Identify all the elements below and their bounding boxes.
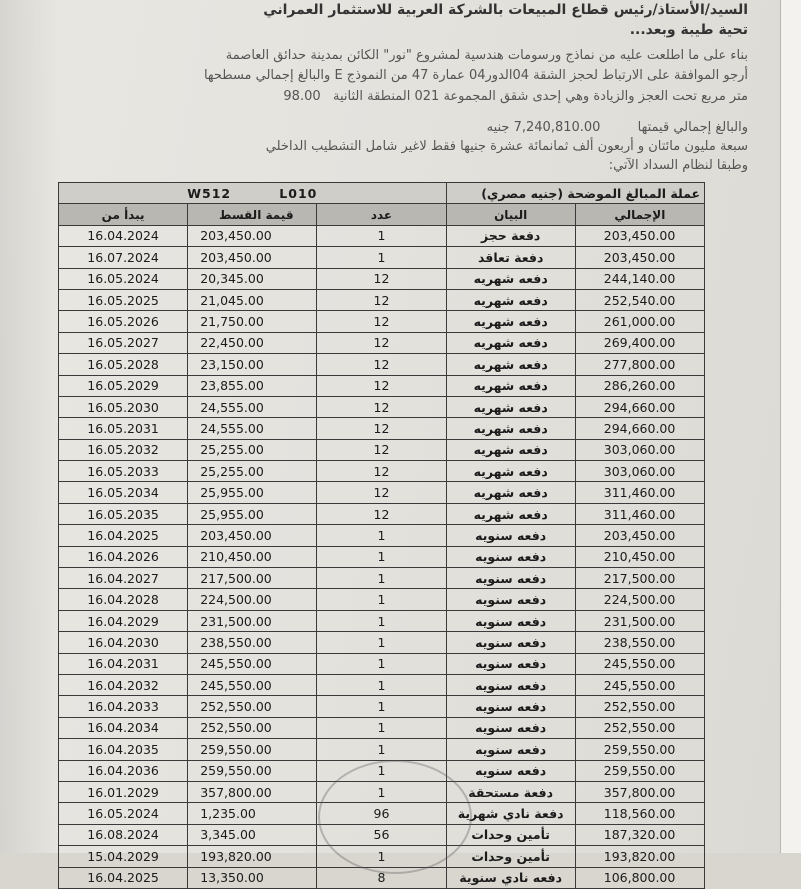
letter-line-1: بناء على ما اطلعت عليه من نماذج ورسومات هندسية لمشروع "نور" الكائن بمدينة حدائق العاصمة xyxy=(225,48,748,63)
row-total: 294,660.00 xyxy=(575,396,704,417)
row-count: 1 xyxy=(317,589,446,610)
row-start-date: 16.04.2027 xyxy=(59,568,188,589)
row-start-date: 16.05.2026 xyxy=(59,311,188,332)
row-start-date: 16.05.2031 xyxy=(59,418,188,439)
total-price-value: 7,240,810.00 xyxy=(513,120,601,135)
row-installment: 25,955.00 xyxy=(188,503,317,524)
table-row xyxy=(59,247,705,268)
row-start-date: 16.04.2034 xyxy=(59,717,188,738)
row-count: 1 xyxy=(317,846,446,867)
row-installment: 23,150.00 xyxy=(188,354,317,375)
row-total: 252,540.00 xyxy=(575,289,704,310)
total-label: والبالغ إجمالي قيمتها xyxy=(637,120,748,135)
row-description: دفعه شهريه xyxy=(446,268,575,289)
row-installment: 21,045.00 xyxy=(188,289,317,310)
row-start-date: 16.04.2024 xyxy=(59,225,188,246)
row-total: 277,800.00 xyxy=(575,354,704,375)
unit-code-1: W512 xyxy=(187,185,232,201)
row-total: 259,550.00 xyxy=(575,760,704,781)
row-count: 12 xyxy=(317,482,446,503)
row-total: 238,550.00 xyxy=(575,632,704,653)
table-row xyxy=(59,482,705,503)
row-installment: 3,345.00 xyxy=(188,824,317,845)
row-total: 303,060.00 xyxy=(575,461,704,482)
payment-system-intro: وطبقا لنظام السداد الآتي: xyxy=(608,158,748,173)
area-value: 98.00 xyxy=(283,89,321,104)
row-count: 12 xyxy=(317,439,446,460)
row-count: 12 xyxy=(317,418,446,439)
row-total: 252,550.00 xyxy=(575,696,704,717)
row-start-date: 16.04.2031 xyxy=(59,653,188,674)
table-row xyxy=(59,332,705,353)
row-description: دفعه سنويه xyxy=(446,717,575,738)
row-installment: 210,450.00 xyxy=(188,546,317,567)
table-row xyxy=(59,610,705,631)
row-description: دفعه سنويه xyxy=(446,568,575,589)
unit-codes xyxy=(59,183,447,204)
row-total: 252,550.00 xyxy=(575,717,704,738)
row-count: 1 xyxy=(317,525,446,546)
row-installment: 24,555.00 xyxy=(188,418,317,439)
row-start-date: 16.08.2024 xyxy=(59,824,188,845)
table-row xyxy=(59,546,705,567)
row-start-date: 16.04.2029 xyxy=(59,610,188,631)
row-description: دفعه شهريه xyxy=(446,332,575,353)
row-start-date: 15.04.2029 xyxy=(59,846,188,867)
row-total: 203,450.00 xyxy=(575,525,704,546)
header-total: الإجمالي xyxy=(575,204,704,225)
row-description: دفعه سنويه xyxy=(446,739,575,760)
row-description: دفعه سنويه xyxy=(446,696,575,717)
row-description: دفعه شهريه xyxy=(446,503,575,524)
table-row xyxy=(59,268,705,289)
row-count: 1 xyxy=(317,632,446,653)
row-start-date: 16.05.2024 xyxy=(59,803,188,824)
header-start-date: يبدأ من xyxy=(59,204,188,225)
payment-schedule xyxy=(58,182,705,889)
row-installment: 203,450.00 xyxy=(188,247,317,268)
row-count: 12 xyxy=(317,332,446,353)
row-total: 231,500.00 xyxy=(575,610,704,631)
row-description: دفعه شهريه xyxy=(446,396,575,417)
row-installment: 13,350.00 xyxy=(188,867,317,888)
row-description: دفعه نادي سنوية xyxy=(446,867,575,888)
row-installment: 25,255.00 xyxy=(188,439,317,460)
row-start-date: 16.04.2032 xyxy=(59,674,188,695)
row-total: 357,800.00 xyxy=(575,781,704,802)
row-installment: 252,550.00 xyxy=(188,696,317,717)
table-row xyxy=(59,739,705,760)
row-installment: 224,500.00 xyxy=(188,589,317,610)
row-count: 1 xyxy=(317,760,446,781)
row-count: 1 xyxy=(317,546,446,567)
row-total: 203,450.00 xyxy=(575,247,704,268)
row-description: دفعه سنويه xyxy=(446,546,575,567)
row-installment: 203,450.00 xyxy=(188,225,317,246)
row-description: دفعه سنويه xyxy=(446,589,575,610)
table-row xyxy=(59,439,705,460)
row-start-date: 16.05.2025 xyxy=(59,289,188,310)
table-row xyxy=(59,760,705,781)
row-start-date: 16.04.2036 xyxy=(59,760,188,781)
row-description: دفعه شهريه xyxy=(446,311,575,332)
row-count: 12 xyxy=(317,396,446,417)
schedule-table xyxy=(58,182,705,889)
table-row xyxy=(59,589,705,610)
table-row xyxy=(59,289,705,310)
row-description: دفعه سنويه xyxy=(446,632,575,653)
row-start-date: 16.04.2025 xyxy=(59,525,188,546)
row-installment: 357,800.00 xyxy=(188,781,317,802)
row-count: 12 xyxy=(317,354,446,375)
table-row xyxy=(59,674,705,695)
row-total: 311,460.00 xyxy=(575,503,704,524)
row-description: دفعة تعاقد xyxy=(446,247,575,268)
row-description: دفعة نادي شهرية xyxy=(446,803,575,824)
table-row xyxy=(59,568,705,589)
row-total: 303,060.00 xyxy=(575,439,704,460)
row-installment: 21,750.00 xyxy=(188,311,317,332)
row-description: دفعه شهريه xyxy=(446,461,575,482)
row-total: 245,550.00 xyxy=(575,674,704,695)
row-start-date: 16.05.2034 xyxy=(59,482,188,503)
row-start-date: 16.05.2032 xyxy=(59,439,188,460)
row-installment: 25,255.00 xyxy=(188,461,317,482)
letter-line-2: أرجو الموافقة على الارتباط لحجز الشقة 04الدور04 عمارة 47 من النموذج E والبالغ إجمالي مسطحها xyxy=(203,68,748,83)
row-start-date: 16.05.2033 xyxy=(59,461,188,482)
letter-line-3 xyxy=(283,89,748,104)
row-total: 106,800.00 xyxy=(575,867,704,888)
row-total: 259,550.00 xyxy=(575,739,704,760)
row-start-date: 16.05.2028 xyxy=(59,354,188,375)
row-description: تأمين وحدات xyxy=(446,824,575,845)
currency-note: عملة المبالغ الموضحة (جنيه مصري) xyxy=(446,183,704,204)
row-start-date: 16.05.2029 xyxy=(59,375,188,396)
row-count: 1 xyxy=(317,717,446,738)
row-installment: 25,955.00 xyxy=(188,482,317,503)
table-row xyxy=(59,418,705,439)
table-row xyxy=(59,311,705,332)
table-row xyxy=(59,525,705,546)
row-count: 56 xyxy=(317,824,446,845)
table-row xyxy=(59,717,705,738)
row-installment: 238,550.00 xyxy=(188,632,317,653)
row-total: 118,560.00 xyxy=(575,803,704,824)
row-count: 12 xyxy=(317,503,446,524)
row-installment: 259,550.00 xyxy=(188,739,317,760)
row-description: دفعه شهريه xyxy=(446,482,575,503)
row-total: 210,450.00 xyxy=(575,546,704,567)
row-count: 12 xyxy=(317,311,446,332)
table-row xyxy=(59,396,705,417)
row-start-date: 16.05.2024 xyxy=(59,268,188,289)
table-row xyxy=(59,375,705,396)
table-title-row xyxy=(59,183,705,204)
row-description: تأمين وحدات xyxy=(446,846,575,867)
row-count: 12 xyxy=(317,461,446,482)
schedule-rows xyxy=(59,225,705,888)
row-count: 96 xyxy=(317,803,446,824)
row-total: 294,660.00 xyxy=(575,418,704,439)
row-total: 245,550.00 xyxy=(575,653,704,674)
row-installment: 217,500.00 xyxy=(188,568,317,589)
total-in-words: سبعة مليون مائتان و أربعون ألف ثمانمائة عشرة جنيها فقط لاغير شامل التشطيب الداخلي xyxy=(265,139,748,154)
row-total: 269,400.00 xyxy=(575,332,704,353)
row-count: 1 xyxy=(317,225,446,246)
row-description: دفعه سنويه xyxy=(446,610,575,631)
row-count: 1 xyxy=(317,568,446,589)
row-start-date: 16.05.2027 xyxy=(59,332,188,353)
row-count: 1 xyxy=(317,610,446,631)
table-row xyxy=(59,803,705,824)
row-start-date: 16.05.2030 xyxy=(59,396,188,417)
total-currency: جنيه xyxy=(486,120,510,135)
row-total: 244,140.00 xyxy=(575,268,704,289)
row-start-date: 16.01.2029 xyxy=(59,781,188,802)
area-text: متر مربع تحت العجز والزيادة وهي إحدى شقق المجموعة 021 المنطقة الثانية xyxy=(333,89,748,104)
row-start-date: 16.04.2025 xyxy=(59,867,188,888)
row-installment: 1,235.00 xyxy=(188,803,317,824)
total-price-line xyxy=(487,120,748,135)
row-count: 1 xyxy=(317,739,446,760)
table-row xyxy=(59,781,705,802)
row-installment: 22,450.00 xyxy=(188,332,317,353)
row-description: دفعه سنويه xyxy=(446,653,575,674)
row-total: 311,460.00 xyxy=(575,482,704,503)
row-count: 12 xyxy=(317,268,446,289)
row-total: 217,500.00 xyxy=(575,568,704,589)
table-header-row xyxy=(59,204,705,225)
row-start-date: 16.07.2024 xyxy=(59,247,188,268)
table-row xyxy=(59,632,705,653)
row-total: 193,820.00 xyxy=(575,846,704,867)
row-installment: 231,500.00 xyxy=(188,610,317,631)
row-description: دفعه شهريه xyxy=(446,375,575,396)
row-total: 187,320.00 xyxy=(575,824,704,845)
row-start-date: 16.05.2035 xyxy=(59,503,188,524)
row-count: 8 xyxy=(317,867,446,888)
row-total: 261,000.00 xyxy=(575,311,704,332)
table-row xyxy=(59,354,705,375)
table-row xyxy=(59,461,705,482)
table-row xyxy=(59,225,705,246)
row-description: دفعه سنويه xyxy=(446,760,575,781)
row-description: دفعه سنويه xyxy=(446,525,575,546)
table-row xyxy=(59,824,705,845)
row-installment: 252,550.00 xyxy=(188,717,317,738)
letter-greeting: تحية طيبة وبعد... xyxy=(629,22,748,38)
table-row xyxy=(59,503,705,524)
row-installment: 203,450.00 xyxy=(188,525,317,546)
table-row xyxy=(59,867,705,888)
row-count: 1 xyxy=(317,653,446,674)
row-start-date: 16.04.2030 xyxy=(59,632,188,653)
row-start-date: 16.04.2033 xyxy=(59,696,188,717)
row-count: 1 xyxy=(317,781,446,802)
row-description: دفعة حجز xyxy=(446,225,575,246)
row-count: 1 xyxy=(317,247,446,268)
row-count: 1 xyxy=(317,674,446,695)
header-description: البيان xyxy=(446,204,575,225)
row-description: دفعه شهريه xyxy=(446,289,575,310)
page-edge xyxy=(780,0,801,853)
row-count: 12 xyxy=(317,375,446,396)
row-installment: 20,345.00 xyxy=(188,268,317,289)
row-start-date: 16.04.2028 xyxy=(59,589,188,610)
table-row xyxy=(59,653,705,674)
row-start-date: 16.04.2035 xyxy=(59,739,188,760)
row-start-date: 16.04.2026 xyxy=(59,546,188,567)
row-description: دفعه شهريه xyxy=(446,439,575,460)
row-count: 12 xyxy=(317,289,446,310)
table-row xyxy=(59,696,705,717)
header-count: عدد xyxy=(317,204,446,225)
row-total: 286,260.00 xyxy=(575,375,704,396)
letter-addressee: السيد/الأستاذ/رئيس قطاع المبيعات بالشركة العربية للاستثمار العمراني xyxy=(263,2,748,18)
row-total: 203,450.00 xyxy=(575,225,704,246)
row-installment: 24,555.00 xyxy=(188,396,317,417)
row-total: 224,500.00 xyxy=(575,589,704,610)
row-installment: 245,550.00 xyxy=(188,653,317,674)
row-description: دفعه سنويه xyxy=(446,674,575,695)
row-description: دفعة مستحقة xyxy=(446,781,575,802)
unit-code-2: L010 xyxy=(279,185,318,201)
row-description: دفعه شهريه xyxy=(446,418,575,439)
row-installment: 193,820.00 xyxy=(188,846,317,867)
row-installment: 259,550.00 xyxy=(188,760,317,781)
header-installment: قيمة القسط xyxy=(188,204,317,225)
row-description: دفعه شهريه xyxy=(446,354,575,375)
page-shadow xyxy=(0,0,60,853)
row-installment: 23,855.00 xyxy=(188,375,317,396)
row-installment: 245,550.00 xyxy=(188,674,317,695)
row-count: 1 xyxy=(317,696,446,717)
table-row xyxy=(59,846,705,867)
